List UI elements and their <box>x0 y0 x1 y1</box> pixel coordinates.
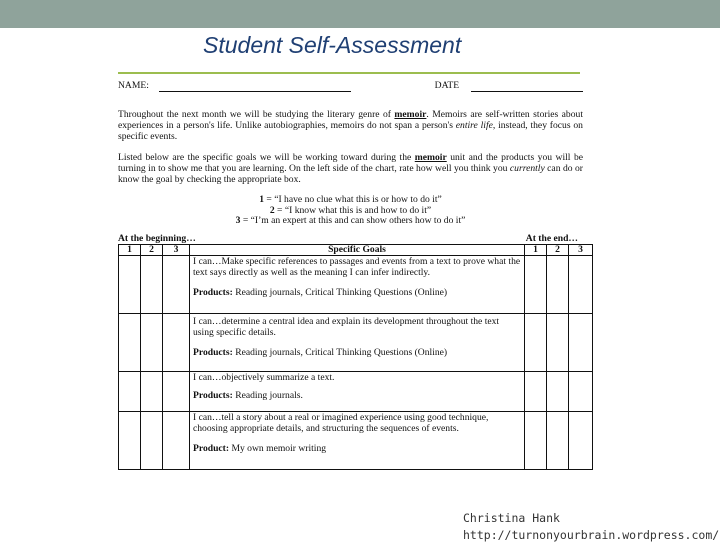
slide-title: Student Self-Assessment <box>203 32 462 58</box>
col-2-end: 2 <box>547 244 569 255</box>
instructions-text: unit and the products you will be turning in to show me that you are learning. On the left side of the chart, rate how well you think you <box>118 152 583 174</box>
product-line: Products: Reading journals, Critical Thinking Questions (Online) <box>193 286 448 298</box>
credit-url[interactable]: http://turnonyourbrain.wordpress.com/ <box>463 528 720 542</box>
col-2-begin: 2 <box>141 244 163 255</box>
specific-goals-heading: Specific Goals <box>190 244 525 255</box>
rating-box[interactable] <box>163 313 190 371</box>
top-bar <box>0 0 720 28</box>
scale-item: 1 = “I have no clue what this is or how to do it” <box>259 194 442 205</box>
rating-box[interactable] <box>141 371 163 411</box>
rating-box[interactable] <box>141 313 163 371</box>
rating-box[interactable] <box>141 411 163 469</box>
intro-paragraph <box>118 109 583 142</box>
rating-box[interactable] <box>141 255 163 313</box>
col-1-begin: 1 <box>119 244 141 255</box>
table-header-row <box>119 244 593 255</box>
intro-text: Throughout the next month we will be studying the literary genre of <box>118 109 395 120</box>
name-field[interactable] <box>159 80 351 92</box>
date-label: DATE <box>434 80 460 91</box>
rating-box[interactable] <box>547 411 569 469</box>
goal-cell <box>190 411 525 469</box>
rating-box[interactable] <box>163 255 190 313</box>
rating-box[interactable] <box>525 255 547 313</box>
rating-box[interactable] <box>525 411 547 469</box>
date-field[interactable] <box>471 80 583 92</box>
rating-box[interactable] <box>525 371 547 411</box>
col-3-end: 3 <box>569 244 593 255</box>
product-line: Products: Reading journals. <box>193 389 303 401</box>
title-rule <box>118 72 580 74</box>
name-date-row <box>118 80 583 92</box>
rating-scale <box>118 195 583 227</box>
goals-table <box>118 244 593 470</box>
product-line: Product: My own memoir writing <box>193 442 327 454</box>
rating-box[interactable] <box>525 313 547 371</box>
intro-text: , instead, they focus on specific events. <box>118 120 583 142</box>
table-row <box>119 411 593 469</box>
rating-box[interactable] <box>547 313 569 371</box>
product-line: Products: Reading journals, Critical Thinking Questions (Online) <box>193 346 448 358</box>
unit-term: memoir <box>414 152 447 163</box>
rating-box[interactable] <box>569 371 593 411</box>
rating-box[interactable] <box>163 411 190 469</box>
goal-cell <box>190 255 525 313</box>
rating-box[interactable] <box>569 313 593 371</box>
rating-box[interactable] <box>547 371 569 411</box>
table-side-headings <box>118 233 583 244</box>
goal-text: I can…tell a story about a real or imagined experience using good technique, choosing appropriate details, and structuring the sequences of events. <box>193 411 489 434</box>
rating-box[interactable] <box>569 411 593 469</box>
rating-box[interactable] <box>163 371 190 411</box>
goal-cell <box>190 313 525 371</box>
scale-item: 2 = “I know what this is and how to do it” <box>269 204 432 216</box>
credit <box>463 510 719 544</box>
rating-box[interactable] <box>119 255 141 313</box>
goal-text: I can…objectively summarize a text. <box>193 371 335 383</box>
goal-text: I can…Make specific references to passages and events from a text to prove what the text says directly as well as the meaning I can infer indirectly. <box>193 255 521 278</box>
table-row <box>119 255 593 313</box>
rating-box[interactable] <box>119 411 141 469</box>
genre-term: memoir <box>394 109 427 120</box>
table-row <box>119 313 593 371</box>
rating-box[interactable] <box>569 255 593 313</box>
instructions-emphasis: currently <box>509 163 545 174</box>
instructions-paragraph <box>118 152 583 185</box>
goal-cell <box>190 371 525 411</box>
credit-name: Christina Hank <box>463 511 560 525</box>
rating-box[interactable] <box>119 313 141 371</box>
col-1-end: 1 <box>525 244 547 255</box>
col-3-begin: 3 <box>163 244 190 255</box>
table-row <box>119 371 593 411</box>
beginning-heading: At the beginning… <box>118 232 196 244</box>
intro-emphasis: entire life <box>455 120 493 131</box>
worksheet <box>118 80 583 470</box>
intro-text: . Memoirs are self-written stories about experiences in a person's life. Unlike autobiographies, memoirs do not span a person's <box>118 109 583 131</box>
goal-text: I can…determine a central idea and explain its development throughout the text using specific details. <box>193 315 500 338</box>
scale-item: 3 = “I’m an expert at this and can show others how to do it” <box>235 215 466 226</box>
instructions-text: can do or know the goal by checking the appropriate box. <box>118 163 583 185</box>
rating-box[interactable] <box>547 255 569 313</box>
instructions-text: Listed below are the specific goals we will be working toward during the <box>118 152 415 163</box>
end-heading: At the end… <box>525 232 578 244</box>
rating-box[interactable] <box>119 371 141 411</box>
name-label: NAME: <box>118 80 149 91</box>
